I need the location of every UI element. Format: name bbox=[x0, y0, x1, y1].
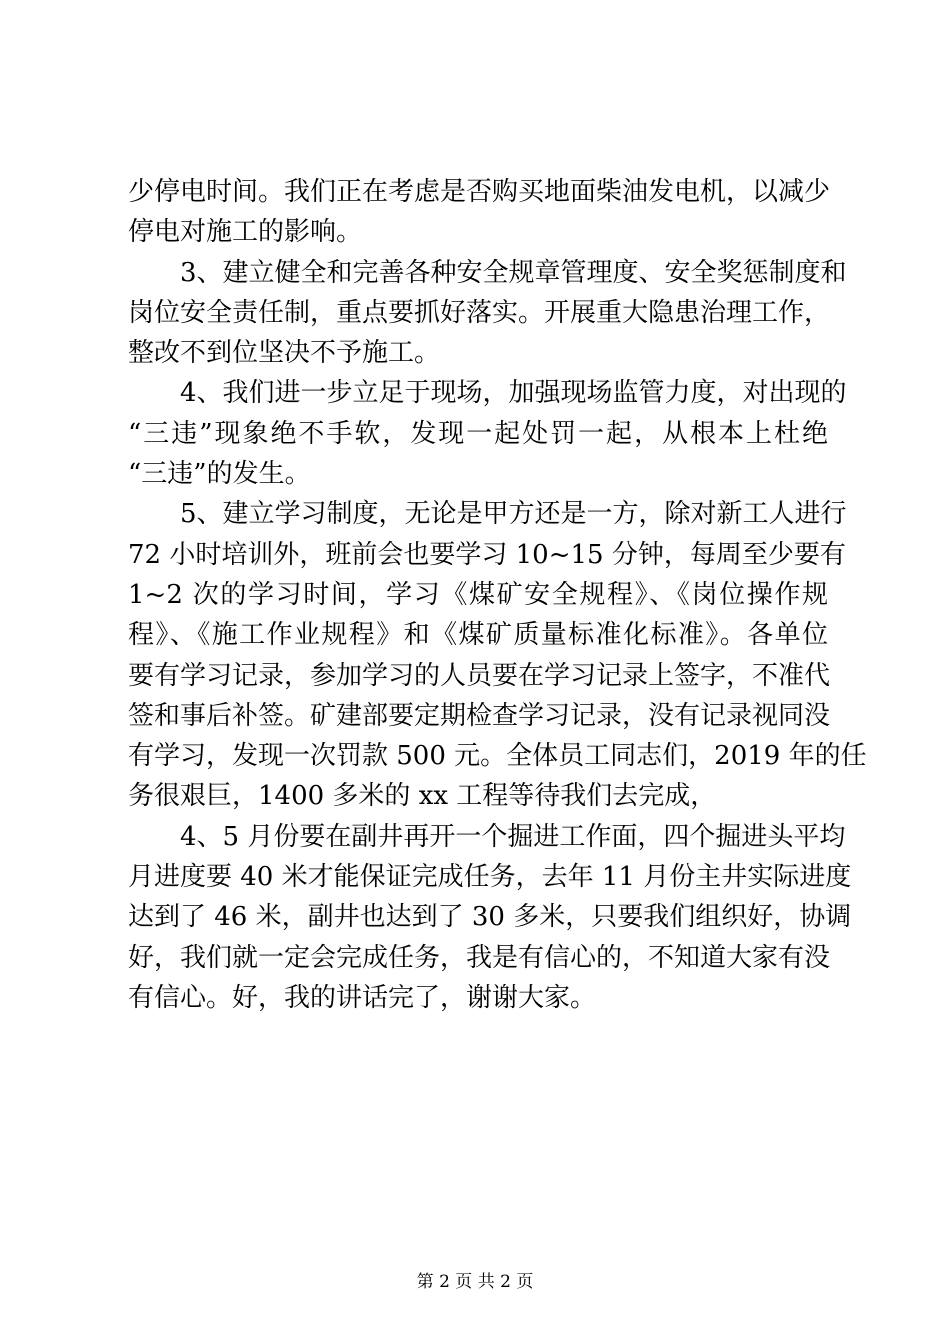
text-line: 有信心。好，我的讲话完了，谢谢大家。 bbox=[128, 982, 597, 1013]
text-line: 程》、《施工作业规程》和《煤矿质量标准化标准》。各单位 bbox=[128, 620, 828, 651]
text-line: 5、建立学习制度，无论是甲方还是一方，除对新工人进行 bbox=[180, 499, 847, 530]
text-line: 3、建立健全和完善各种安全规章管理度、安全奖惩制度和 bbox=[180, 257, 847, 288]
text-line: 4、5 月份要在副井再开一个掘进工作面，四个掘进头平均 bbox=[180, 821, 846, 852]
text-line: “三违”现象绝不手软，发现一起处罚一起，从根本上杜绝 bbox=[128, 418, 828, 449]
text-line: 整改不到位坚决不予施工。 bbox=[128, 338, 441, 369]
text-line: 务很艰巨，1400 多米的 xx 工程等待我们去完成， bbox=[128, 781, 717, 812]
text-line: 有学习，发现一次罚款 500 元。全体员工同志们，2019 年的任 bbox=[128, 741, 867, 772]
text-line: “三违”的发生。 bbox=[128, 459, 311, 490]
text-line: 少停电时间。我们正在考虑是否购买地面柴油发电机，以减少 bbox=[128, 177, 831, 207]
text-line: 签和事后补签。矿建部要定期检查学习记录，没有记录视同没 bbox=[128, 700, 831, 731]
text-line: 4、我们进一步立足于现场，加强现场监管力度，对出现的 bbox=[180, 378, 847, 409]
text-line: 停电对施工的影响。 bbox=[128, 217, 363, 248]
text-line: 1~2 次的学习时间，学习《煤矿安全规程》、《岗位操作规 bbox=[128, 579, 828, 610]
text-line: 要有学习记录，参加学习的人员要在学习记录上签字，不准代 bbox=[128, 660, 831, 691]
text-line: 达到了 46 米，副井也达到了 30 多米，只要我们组织好，协调 bbox=[128, 902, 852, 933]
text-line: 好，我们就一定会完成任务，我是有信心的，不知道大家有没 bbox=[128, 942, 831, 973]
text-line: 72 小时培训外，班前会也要学习 10~15 分钟，每周至少要有 bbox=[128, 539, 846, 570]
text-line: 岗位安全责任制，重点要抓好落实。开展重大隐患治理工作， bbox=[128, 297, 831, 328]
document-body bbox=[128, 172, 867, 1018]
page-number-footer: 第 2 页 共 2 页 bbox=[416, 1272, 534, 1292]
text-line: 月进度要 40 米才能保证完成任务，去年 11 月份主井实际进度 bbox=[128, 862, 852, 893]
